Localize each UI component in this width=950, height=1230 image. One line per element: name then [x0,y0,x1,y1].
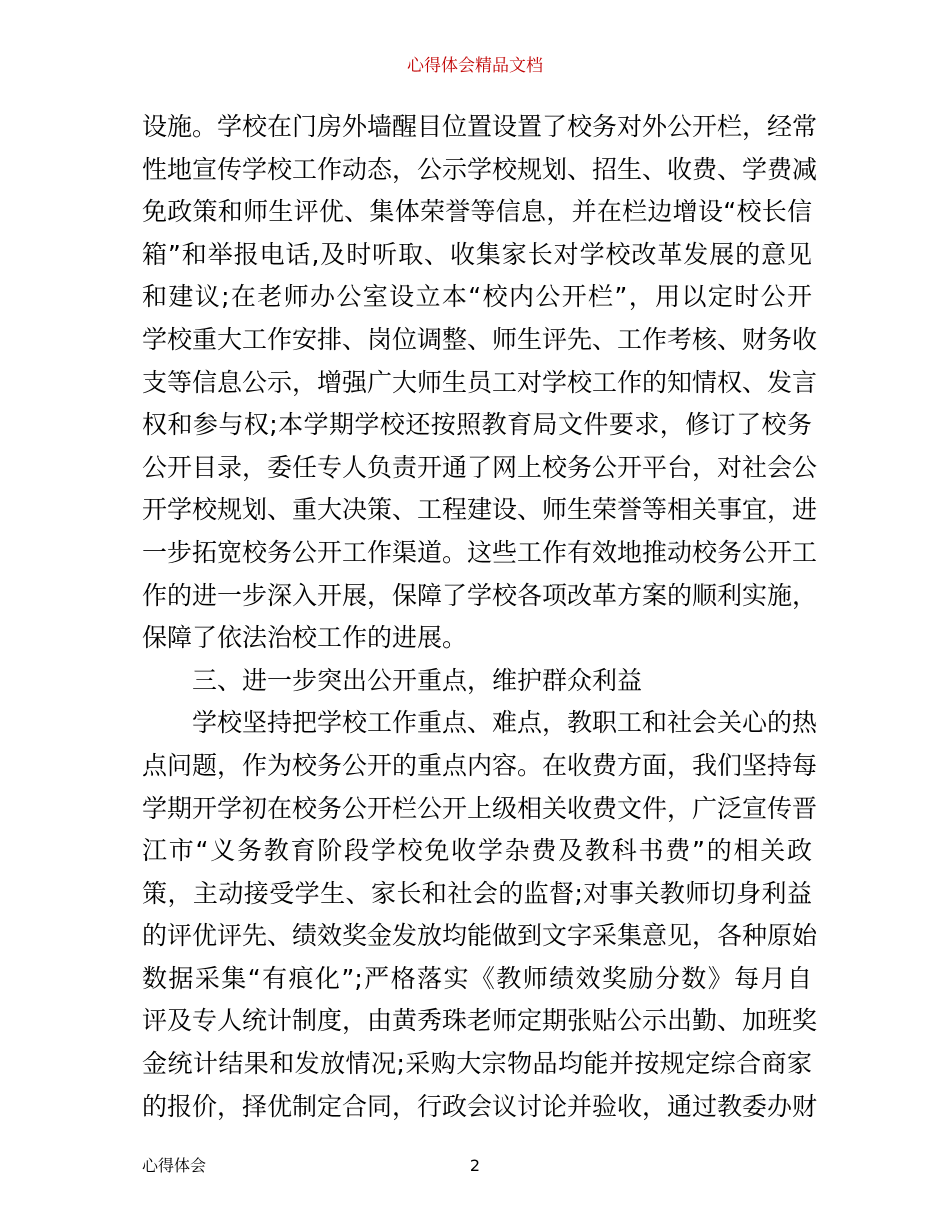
body-line: 作的进一步深入开展，保障了学校各项改革方案的顺利实施， [142,580,818,610]
body-line: 学期开学初在校务公开栏公开上级相关收费文件，广泛宣传晋 [142,793,818,823]
body-line: 保障了依法治校工作的进展。 [142,623,468,653]
body-line: 点问题，作为校务公开的重点内容。在收费方面，我们坚持每 [142,750,818,780]
body-line: 免政策和师生评优、集体荣誉等信息，并在栏边增设“校长信 [142,197,812,227]
body-line: 的报价，择优制定合同，行政会议讨论并验收，通过教委办财 [142,1091,818,1121]
body-line: 支等信息公示，增强广大师生员工对学校工作的知情权、发言 [142,367,818,397]
body-line: 权和参与权;本学期学校还按照教育局文件要求，修订了校务 [142,410,812,440]
body-line: 一步拓宽校务公开工作渠道。这些工作有效地推动校务公开工 [142,537,818,567]
body-line: 学校坚持把学校工作重点、难点，教职工和社会关心的热 [192,708,818,738]
body-line: 的评优评先、绩效奖金发放均能做到文字采集意见，各种原始 [142,921,818,951]
body-line: 金统计结果和发放情况;采购大宗物品均能并按规定综合商家 [142,1049,812,1079]
body-line: 性地宣传学校工作动态，公示学校规划、招生、收费、学费减 [142,154,818,184]
body-line: 和建议;在老师办公室设立本“校内公开栏”，用以定时公开 [142,282,812,312]
body-line: 学校重大工作安排、岗位调整、师生评先、工作考核、财务收 [142,324,818,354]
body-line: 设施。学校在门房外墙醒目位置设置了校务对外公开栏，经常 [142,112,818,141]
body-line: 数据采集“有痕化”;严格落实《教师绩效奖励分数》每月自 [142,963,812,993]
document-body [142,106,818,1128]
body-line: 公开目录，委任专人负责开通了网上校务公开平台，对社会公 [142,452,818,482]
section-heading: 三、进一步突出公开重点，维护群众利益 [192,665,643,695]
page-number: 2 [469,1156,481,1175]
body-line: 开学校规划、重大决策、工程建设、师生荣誉等相关事宜，进 [142,495,818,525]
body-line: 箱”和举报电话,及时听取、收集家长对学校改革发展的意见 [142,239,812,269]
body-line: 江市“义务教育阶段学校免收学杂费及教科书费”的相关政 [142,836,812,866]
body-line: 策，主动接受学生、家长和社会的监督;对事关教师切身利益 [142,878,812,908]
footer-label: 心得体会 [142,1156,207,1175]
body-line: 评及专人统计制度，由黄秀珠老师定期张贴公示出勤、加班奖 [142,1006,818,1036]
page-header-title: 心得体会精品文档 [407,56,543,76]
